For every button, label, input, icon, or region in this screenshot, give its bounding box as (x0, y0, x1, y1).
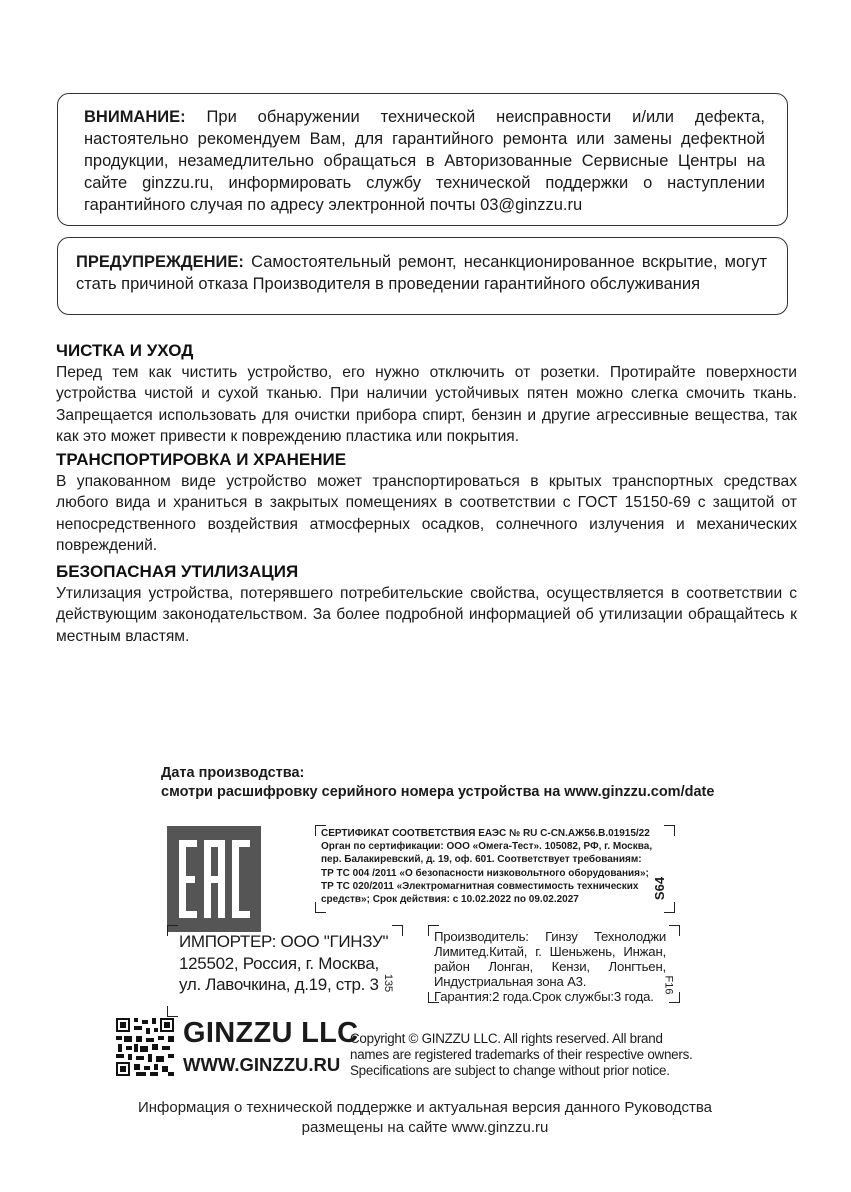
certificate-line: средств»; Срок действия: с 10.02.2022 по 09.02.2027 (321, 894, 579, 906)
production-date-block (161, 764, 714, 802)
importer-line: ИМПОРТЕР: ООО "ГИНЗУ" (179, 932, 389, 951)
certificate-line: пер. Балакиревский, д. 19, оф. 601. Соответствует требованиям: (321, 854, 642, 866)
support-info-footer (90, 1098, 760, 1138)
qr-code-icon (116, 1018, 174, 1076)
warning-notice (57, 93, 788, 226)
warning-paragraph (84, 106, 765, 216)
caution-paragraph (76, 251, 767, 295)
production-date-text: смотри расшифровку серийного номера устройства на www.ginzzu.com/date (161, 784, 715, 800)
copyright-notice (350, 1031, 730, 1080)
certificate-block (315, 825, 675, 913)
section-cleaning (56, 340, 797, 447)
brand-url: WWW.GINZZU.RU (183, 1054, 341, 1075)
footer-line: Информация о технической поддержке и актуальная версия данного Руководства (137, 1099, 713, 1116)
certificate-text (321, 827, 659, 906)
importer-code: 135 (381, 973, 394, 993)
manufacturer-address: Производитель: Гинзу Технолоджи Лимитед.Китай, г. Шеньжень, Инжан, район Лонган, Кензи, Лонгтьен, Индустриальная зона А3. (434, 929, 666, 989)
production-date-title: Дата производства: (161, 765, 305, 781)
caution-notice (57, 237, 788, 315)
importer-line: ул. Лавочкина, д.19, стр. 3 (179, 975, 379, 994)
section-disposal (56, 561, 797, 647)
copyright-line: Copyright © GINZZU LLC. All rights reserved. All brand (350, 1031, 663, 1046)
warning-label: ВНИМАНИЕ: (84, 108, 186, 126)
section-transport-storage (56, 449, 797, 556)
copyright-line: names are registered trademarks of their respective owners. (350, 1047, 693, 1063)
section-text: Перед тем как чистить устройство, его нужно отключить от розетки. Протирайте поверхности устройства чистой и сухой тканью. При наличии устойчивых пятен можно слегка смочить ткань. Запрещается использовать для очистки прибора спирт, бензин и другие агрессивные вещества, так как это может привести к повреждению пластика или покрытия. (56, 364, 797, 445)
manufacturer-block (428, 925, 680, 1003)
certificate-line: СЕРТИФИКАТ СООТВЕТСТВИЯ ЕАЭС № RU C-CN.АЖ56.B.01915/22 (321, 828, 650, 839)
manufacturer-warranty: Гарантия:2 года.Срок службы:3 года. (434, 989, 654, 1004)
caution-text: Самостоятельный ремонт, несанкционированное вскрытие, могут стать причиной отказа Производителя в проведении гарантийного обслуживания (76, 253, 767, 293)
caution-label: ПРЕДУПРЕЖДЕНИЕ: (76, 253, 244, 271)
certificate-line: ТР ТС 004 /2011 «О безопасности низковольтного оборудования»; (321, 867, 649, 879)
importer-text (179, 931, 388, 996)
footer-line: размещены на сайте www.ginzzu.ru (301, 1119, 549, 1136)
eac-logo-icon (167, 826, 261, 932)
warning-text: При обнаружении технической неисправности и/или дефекта, настоятельно рекомендуем Вам, для гарантийного ремонта или замены дефектной продукции, незамедлительно обращаться в Авторизованные Сервисные Центры на сайте ginzzu.ru, информировать службу технической поддержки о наступлении гарантийного случая по адресу электронной почты 03@ginzzu.ru (84, 108, 765, 214)
section-text: Утилизация устройства, потерявшего потребительские свойства, осуществляется в соответствии с действующим законодательством. За более подробной информацией об утилизации обращайтесь к местным властям. (56, 585, 797, 645)
manufacturer-text (434, 929, 666, 1004)
copyright-line: Specifications are subject to change without prior notice. (350, 1063, 670, 1079)
importer-block (167, 925, 403, 1017)
brand-name: GINZZU LLC (183, 1017, 359, 1049)
section-title: ЧИСТКА И УХОД (56, 341, 194, 360)
manufacturer-code: F16 (662, 975, 675, 995)
certificate-code: S64 (651, 876, 667, 901)
section-text: В упакованном виде устройство может транспортироваться в крытых транспортных средствах любого вида и храниться в закрытых помещениях в соответствии с ГОСТ 15150-69 с защитой от непосредственного воздействия атмосферных осадков, солнечного излучения и механических повреждений. (56, 473, 797, 554)
section-title: БЕЗОПАСНАЯ УТИЛИЗАЦИЯ (56, 562, 299, 581)
certificate-line: ТР ТС 020/2011 «Электромагнитная совместимость технических (321, 880, 639, 892)
certificate-line: Орган по сертификации: ООО «Омега-Тест». 105082, РФ, г. Москва, (321, 841, 653, 853)
importer-line: 125502, Россия, г. Москва, (179, 953, 379, 973)
section-title: ТРАНСПОРТИРОВКА И ХРАНЕНИЕ (56, 450, 347, 469)
